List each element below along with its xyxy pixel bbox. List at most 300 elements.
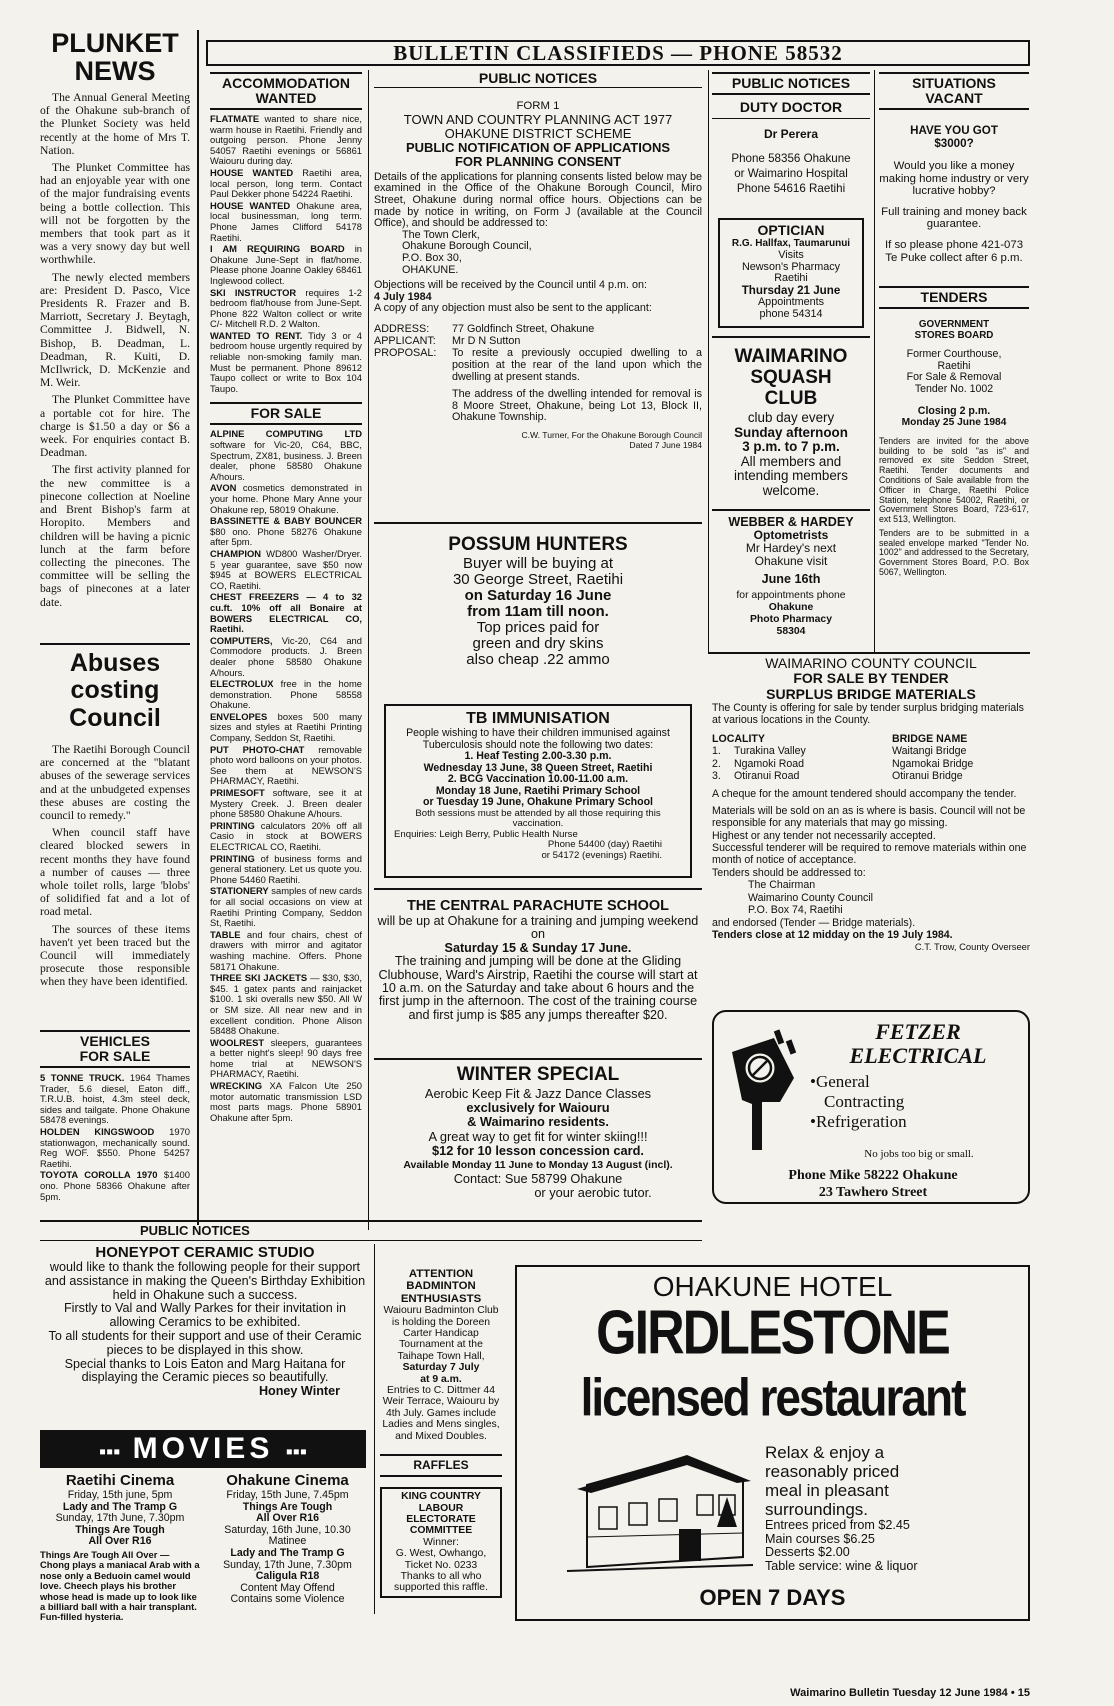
divider xyxy=(374,522,702,524)
item-text: sleepers, guarantees a better night's sleep! 90 days free home trial at NEWSON'S PHARMACY, Raetihi. xyxy=(210,1036,362,1080)
optician-phone: phone 54314 xyxy=(759,307,823,320)
address-line: P.O. Box 30, xyxy=(402,251,462,264)
movie-line: Friday, 15th june, 5pm xyxy=(67,1489,173,1501)
movie-line: Sunday, 17th June, 7.30pm xyxy=(55,1512,185,1525)
honeypot-text: Firstly to Val and Wally Parkes for their invitation in allowing Ceramics to be exhibited. xyxy=(63,1301,347,1330)
movie-line: Matinee xyxy=(268,1535,307,1548)
classified-item xyxy=(210,331,362,395)
row-locality: Otiranui Road xyxy=(734,770,800,783)
winter-special-ad xyxy=(374,1063,702,1201)
optician-line: Newson's Pharmacy xyxy=(741,260,841,273)
tb-phone: Phone 54400 (day) Raetihi xyxy=(547,839,662,850)
optician-date: Thursday 21 June xyxy=(741,284,841,298)
item-text: Tidy 3 or 4 bedroom house urgently required by reliable non-smoking family man. Must be permanent. Phone 89612 Taupo collect or write to Box 104 Taupo. xyxy=(210,329,362,394)
raffles-heading: RAFFLES xyxy=(380,1454,502,1477)
ohakune-hotel-ad xyxy=(515,1265,1030,1621)
tender-closing: Closing 2 p.m. xyxy=(917,404,991,417)
situations-heading-2: VACANT xyxy=(925,90,983,106)
squash-title: WAIMARINO xyxy=(734,346,848,367)
fetzer-title-2: ELECTRICAL xyxy=(849,1043,987,1068)
public-notices-heading: PUBLIC NOTICES xyxy=(712,72,870,95)
hotel-line: reasonably priced xyxy=(765,1462,900,1481)
bridge-row xyxy=(712,745,1030,757)
winter-line: Contact: Sue 58799 Ohakune xyxy=(453,1171,623,1187)
optician-line: Visits xyxy=(778,248,804,261)
parachute-school-ad xyxy=(374,895,702,1055)
notification-title-2: FOR PLANNING CONSENT xyxy=(454,153,622,169)
cinema-name: Ohakune Cinema xyxy=(226,1472,349,1489)
honeypot-notice xyxy=(40,1244,370,1420)
classified-item xyxy=(210,429,362,482)
proposal-row xyxy=(374,347,702,383)
classified-item xyxy=(210,114,362,167)
badminton-date: Saturday 7 July xyxy=(402,1362,480,1374)
tb-line: 1. Heaf Testing 2.00-3.30 p.m. xyxy=(464,750,612,762)
county-text: Successful tenderer will be required to remove materials within one month of notice of acceptance. xyxy=(712,842,1027,867)
act-title: TOWN AND COUNTRY PLANNING ACT 1977 xyxy=(403,111,673,127)
winter-line: exclusively for Waiouru xyxy=(466,1100,610,1116)
honeypot-title: HONEYPOT CERAMIC STUDIO xyxy=(95,1244,315,1261)
item-text: — $30, $30, $45. 1 gatex pants and rainjacket $100. 1 ski overalls new $50. All W or SM size. All near new and in excellent condition. Phone Alison 58488 Ohakune. xyxy=(210,972,363,1037)
item-lead: CHEST FREEZERS — 4 to 32 cu.ft. 10% off all Bonaire at BOWERS ELECTRICAL CO, Raetihi. xyxy=(210,591,362,635)
abuses-title-3: Council xyxy=(69,704,161,732)
winter-line: or your aerobic tutor. xyxy=(534,1185,652,1201)
plunket-title: PLUNKET xyxy=(51,28,179,58)
hospital-line: or Waimarino Hospital xyxy=(734,167,848,180)
item-text: calculators 20% off all Casio in stock at BOWERS ELECTRICAL CO, Raetihi. xyxy=(210,819,362,852)
column-rule xyxy=(874,70,875,652)
raffle-line: Ticket No. 0233 xyxy=(404,1559,478,1571)
column-rule xyxy=(197,30,199,1225)
badminton-heading: ATTENTION xyxy=(408,1268,474,1280)
accommodation-heading xyxy=(210,72,362,110)
situations-column xyxy=(879,72,1029,652)
item-lead: ENVELOPES xyxy=(210,710,268,722)
tenders-heading: TENDERS xyxy=(879,286,1029,309)
locality-header: LOCALITY xyxy=(712,732,765,745)
movies-banner xyxy=(40,1430,366,1468)
abuses-para: The sources of these items haven't yet been traced but the Council will immediately prosecute those responsible when they have been identified. xyxy=(40,922,190,989)
item-text: in Ohakune June-Sept in flat/home. Please phone Joanne Oakley 68461 Inglewood collect. xyxy=(210,243,362,286)
hotel-open: OPEN 7 DAYS xyxy=(699,1585,846,1610)
row-value: To resite a previously occupied dwelling to a position at the rear of the land upon which the dwelling at present stands. xyxy=(452,346,702,383)
classified-item xyxy=(210,516,362,548)
vehicles-heading-1: VEHICLES xyxy=(79,1033,150,1049)
clerk-address xyxy=(374,230,702,276)
badminton-heading: ENTHUSIASTS xyxy=(400,1292,482,1305)
public-notices-heading: PUBLIC NOTICES xyxy=(374,72,702,88)
plunket-para: The newly elected members are: President D. Pasco, Vice Presidents R. Frazer and B. Marriott, Secretary J. Beytagh, Committee J. Bidwell, N. Bishop, B. Deadman, L. Deadman, R. Kuiti, D. McIlwrick, D. McKenzie and M. Weir. xyxy=(40,270,190,390)
forsale-heading: FOR SALE xyxy=(210,402,362,425)
address-line: Ohakune Borough Council, xyxy=(402,240,532,253)
squash-line: intending members xyxy=(734,468,848,484)
film-strip-icon: ▪▪▪ xyxy=(285,1441,307,1463)
movies-title: MOVIES xyxy=(132,1432,274,1465)
optician-title: OPTICIAN xyxy=(757,222,825,238)
movie-line: Sunday, 17th June, 7.30pm xyxy=(223,1558,352,1571)
county-text: A cheque for the amount tendered should accompany the tender. xyxy=(712,788,1017,801)
row-locality: Turakina Valley xyxy=(734,745,806,758)
item-text: Vic-20, C64 and Commodore products. J. Breen dealer phone 58580 Ohakune A/hours. xyxy=(210,634,362,678)
divider xyxy=(40,643,190,645)
item-text: WD800 Washer/Dryer. 5 year guarantee, save $50 now $945 at BOWERS ELECTRICAL CO, Raetihi. xyxy=(210,547,362,591)
item-lead: 5 TONNE TRUCK. xyxy=(40,1072,125,1083)
bridge-table-header xyxy=(712,733,1030,745)
accommodation-heading-2: WANTED xyxy=(255,90,317,106)
objection-date: 4 July 1984 xyxy=(374,290,432,303)
possum-title: POSSUM HUNTERS xyxy=(448,534,628,555)
webber-line: Ohakune visit xyxy=(754,553,828,568)
raffle-title: KING COUNTRY xyxy=(401,1491,481,1503)
fetzer-phone: Phone Mike 58222 Ohakune xyxy=(788,1168,958,1183)
webber-line: Mr Hardey's next xyxy=(745,540,837,555)
bridge-header: BRIDGE NAME xyxy=(892,732,968,745)
squash-line: Sunday afternoon xyxy=(734,424,848,440)
row-bridge: Ngamokai Bridge xyxy=(892,757,974,770)
item-lead: PRIMESOFT xyxy=(210,787,265,799)
movie-line: Things Are Tough xyxy=(75,1523,165,1536)
item-lead: ALPINE COMPUTING LTD xyxy=(210,428,362,440)
fetzer-title: FETZER xyxy=(875,1019,961,1044)
possum-line: from 11am till noon. xyxy=(467,603,609,620)
duty-doctor-title: DUTY DOCTOR xyxy=(712,99,870,119)
tender-body: Tenders are to be submitted in a sealed envelope marked "Tender No. 1002" and addressed to the Secretary, Government Stores Board, P.O. Box 5067, Wellington. xyxy=(879,527,1029,578)
classified-item xyxy=(210,930,362,972)
plunket-para: The Plunket Committee has had an enjoyable year with one of the major fundraising events being a bottle collection. This will not be forgotten by the members that took part as it was a very snowy day but well worthwhile. xyxy=(40,161,190,267)
item-lead: COMPUTERS, xyxy=(210,634,273,646)
winter-title: WINTER SPECIAL xyxy=(456,1064,620,1085)
hotel-price: Table service: wine & liquor xyxy=(765,1558,918,1573)
squash-line: 3 p.m. to 7 p.m. xyxy=(742,439,840,455)
situations-heading xyxy=(879,72,1029,110)
doctor-phone: Phone 58356 Ohakune xyxy=(731,152,851,165)
item-lead: TABLE xyxy=(210,928,241,940)
item-text: cosmetics demonstrated in your home. Phone Mary Anne your Ohakune rep, 58019 Ohakune. xyxy=(210,482,362,515)
column-rule xyxy=(374,1244,375,1614)
item-lead: SKI INSTRUCTOR xyxy=(210,286,297,298)
classified-item xyxy=(210,1081,362,1123)
classified-item xyxy=(210,973,362,1037)
row-locality: Ngamoki Road xyxy=(734,757,805,770)
hotel-price: Desserts $2.00 xyxy=(765,1545,850,1560)
objections-text: Objections will be received by the Council until 4 p.m. on: xyxy=(374,279,648,292)
scheme-title: OHAKUNE DISTRICT SCHEME xyxy=(444,125,632,141)
webber-line: Photo Pharmacy xyxy=(750,613,832,625)
row-value: 77 Goldfinch Street, Ohakune xyxy=(452,322,595,335)
item-lead: BASSINETTE & BABY BOUNCER xyxy=(210,515,362,527)
situations-question: HAVE YOU GOT xyxy=(910,124,998,137)
classified-item xyxy=(210,1038,362,1080)
classified-item xyxy=(210,712,362,744)
classified-item xyxy=(40,1127,190,1169)
divider xyxy=(708,652,1030,654)
parachute-title: THE CENTRAL PARACHUTE SCHOOL xyxy=(406,898,670,914)
row-label: APPLICANT: xyxy=(374,334,436,347)
tb-line: 2. BCG Vaccination 10.00-11.00 a.m. xyxy=(447,773,629,785)
possum-line: Buyer will be buying at xyxy=(462,555,614,572)
movie-line: Things Are Tough xyxy=(242,1500,333,1513)
county-sign: C.T. Trow, County Overseer xyxy=(914,941,1030,953)
plunket-article xyxy=(40,91,190,609)
item-text: and four chairs, chest of drawers with mirror and agitator washing machine. Offers. Phone 58171 Ohakune. xyxy=(210,928,362,972)
row-bridge: Otiranui Bridge xyxy=(892,770,963,783)
row-number: 1. xyxy=(712,745,721,758)
optician-ad xyxy=(718,218,864,328)
tender-board: GOVERNMENT xyxy=(918,319,990,331)
honeypot-signature: Honey Winter xyxy=(258,1384,340,1399)
row-label: PROPOSAL: xyxy=(374,346,437,359)
winter-line: Aerobic Keep Fit & Jazz Dance Classes xyxy=(424,1086,652,1101)
item-text: $80 ono. Phone 58276 Ohakune after 5pm. xyxy=(210,525,362,548)
raffle-title: COMMITTEE xyxy=(409,1525,473,1537)
badminton-text: Waiouru Badminton Club is holding the Doreen Carter Handicap Tournament at the Taihape Town Hall, xyxy=(383,1305,499,1362)
item-text: removable photo word balloons on your photos. See them at NEWSON'S PHARMACY, Raetihi. xyxy=(210,743,362,787)
webber-date: June 16th xyxy=(761,571,821,586)
fetzer-service: Contracting xyxy=(824,1092,905,1111)
webber-title: WEBBER & HARDEY xyxy=(728,514,854,529)
honeypot-text: Special thanks to Lois Eaton and Marg Haitana for displaying the Ceramic pieces so beautifully. xyxy=(64,1356,346,1385)
column-rule xyxy=(368,70,369,1230)
item-lead: CHAMPION xyxy=(210,547,262,559)
badminton-heading: BADMINTON xyxy=(406,1280,476,1293)
item-text: requires 1-2 bedroom flat/house from June-Sept. Phone 822 Walton collect or write C/- Mitchell R.D. 2 Walton. xyxy=(210,286,362,330)
abuses-para: The Raetihi Borough Council are concerned at the "blatant abuses of the sewerage services and at the unbudgeted expenses these abuses are costing the council to remedy." xyxy=(40,743,190,823)
movie-line: Saturday, 16th June, 10.30 xyxy=(224,1523,351,1536)
item-text: Ohakune area, local businessman, long term. Phone James Clifford 54178 Raetihi. xyxy=(210,199,362,243)
hotel-line: Relax & enjoy a xyxy=(765,1443,885,1462)
row-bridge: Waitangi Bridge xyxy=(892,745,967,758)
row-value: Mr D N Sutton xyxy=(452,334,521,347)
tender-line: Tender No. 1002 xyxy=(914,382,994,395)
divider xyxy=(40,1240,702,1241)
plunket-para: The first activity planned for the new committee is a pinecone collection at Noeline and Brent Bishop's farm at Horopito. Members and children will be having a picnic lunch at the farm before collecting the pinecones. The committee will be selling the bags of pinecones at a later date. xyxy=(40,463,190,609)
county-text: and endorsed (Tender — Bridge materials). xyxy=(712,916,916,929)
fetzer-electrical-ad xyxy=(712,1010,1030,1204)
county-address: The Chairman xyxy=(748,879,816,892)
county-title-3: SURPLUS BRIDGE MATERIALS xyxy=(766,686,976,702)
raffle-line: Thanks to all who supported this raffle. xyxy=(394,1570,488,1594)
classified-item xyxy=(210,821,362,853)
bridge-row xyxy=(712,758,1030,770)
winter-line: & Waimarino residents. xyxy=(467,1114,609,1130)
webber-line: 58304 xyxy=(776,625,806,637)
webber-subtitle: Optometrists xyxy=(753,527,829,542)
county-address: Waimarino County Council xyxy=(748,891,874,904)
vehicles-heading-2: FOR SALE xyxy=(79,1048,151,1064)
webber-hardey-ad xyxy=(712,509,870,638)
hotel-licensed: licensed restaurant xyxy=(580,1367,965,1427)
tender-board: STORES BOARD xyxy=(914,330,994,342)
plunket-para: The Plunket Committee have a portable cot for hire. The charge is $1.50 a day or $6 a week. For enquiries contact B. Deadman. xyxy=(40,393,190,460)
raetihi-cinema xyxy=(40,1472,200,1672)
possum-line: 30 George Street, Raetihi xyxy=(452,571,624,588)
squash-line: welcome. xyxy=(762,482,820,498)
county-text: Tenders should be addressed to: xyxy=(712,866,866,879)
tb-line: or Tuesday 19 June, Ohakune Primary School xyxy=(423,796,653,808)
classified-item xyxy=(210,788,362,820)
item-lead: PUT PHOTO-CHAT xyxy=(210,743,305,755)
movie-line: Contains some Violence xyxy=(230,1593,345,1606)
plunket-para: The Annual General Meeting of the Ohakune sub-branch of the Plunket Society was held recently at the home of Mrs T. Nation. xyxy=(40,91,190,157)
row-number: 3. xyxy=(712,770,721,783)
dated-text: Dated 7 June 1984 xyxy=(629,439,702,450)
item-lead: HOLDEN KINGSWOOD xyxy=(40,1125,155,1137)
abuses-para: When council staff have cleared blocked sewers in recent months they have found a number of causes — three whole toilet rolls, large 'blobs' of solidified fat and a lot of road metal. xyxy=(40,826,190,919)
signature: C.W. Turner, For the Ohakune Borough Council xyxy=(521,429,702,440)
winter-line: A great way to get fit for winter skiing!!! xyxy=(428,1128,648,1144)
squash-club-ad xyxy=(712,336,870,499)
fetzer-slogan: No jobs too big or small. xyxy=(864,1148,974,1160)
raffle-box xyxy=(380,1487,502,1598)
squash-line: All members and xyxy=(740,453,842,469)
raffle-line: Winner: xyxy=(423,1536,459,1548)
winter-line: $12 for 10 lesson concession card. xyxy=(432,1142,644,1158)
tb-phone: or 54172 (evenings) Raetihi. xyxy=(541,849,662,861)
tender-closing: Monday 25 June 1984 xyxy=(901,417,1007,429)
possum-line: also cheap .22 ammo xyxy=(466,651,610,668)
planning-notice xyxy=(374,72,702,527)
classifieds-column xyxy=(210,72,362,1222)
tender-line: For Sale & Removal xyxy=(906,371,1002,384)
situations-text: Full training and money back guarantee. xyxy=(881,205,1027,231)
squash-line: club day every xyxy=(747,410,835,425)
form-label: FORM 1 xyxy=(516,100,560,113)
item-text: software, see it at Mystery Creek. J. Breen dealer phone 58580 Ohakune A/hours. xyxy=(210,787,362,820)
applicant-row xyxy=(374,335,702,347)
item-text: 1970 stationwagon, mechanically sound. Reg WOF. $550. Phone 54257 Raetihi. xyxy=(40,1125,190,1169)
classified-item xyxy=(40,1073,190,1126)
parachute-line: Saturday 15 & Sunday 17 June. xyxy=(444,940,632,955)
classified-item xyxy=(210,886,362,928)
optician-name: R.G. Hallfax, Taumarunui xyxy=(731,238,851,249)
tender-body: Tenders are invited for the above building to be sold "as is" and removed ex site Seddon Street, Raetihi. Tender documents and Conditions of Sale available from the Officer in Charge, Raetihi Police Station, telephone 54002, Raetihi, or Government Stores Board, 723-617, ext 513, Wellington. xyxy=(879,435,1029,525)
classified-item xyxy=(210,201,362,243)
item-lead: PRINTING xyxy=(210,819,255,831)
item-lead: HOUSE WANTED xyxy=(210,199,291,211)
column-rule xyxy=(708,70,709,652)
item-text: $1400 ono. Phone 58366 Ohakune after 5pm. xyxy=(40,1169,190,1202)
possum-line: on Saturday 16 June xyxy=(464,587,612,604)
possum-line: green and dry skins xyxy=(472,635,604,652)
county-title-2: FOR SALE BY TENDER xyxy=(793,670,949,686)
divider xyxy=(374,888,702,890)
classifieds-masthead: BULLETIN CLASSIFIEDS — PHONE 58532 xyxy=(206,40,1030,66)
item-lead: THREE SKI JACKETS xyxy=(210,972,308,984)
situations-text: If so please phone 421-073 Te Puke collect after 6 p.m. xyxy=(884,238,1024,264)
tb-line: Monday 18 June, Raetihi Primary School xyxy=(435,784,641,797)
address-line: The Town Clerk, xyxy=(402,228,480,241)
item-text: free in the home demonstration. Phone 58558 Ohakune. xyxy=(210,678,362,711)
item-text: wanted to share nice, warm house in Raetihi. Friendly and outgoing person. Phone Jenny 54057 Raetihi evenings or 56861 Waiouru during day. xyxy=(210,113,362,167)
abuses-title: Abuses xyxy=(69,649,161,677)
classified-item xyxy=(210,679,362,711)
movie-line: All Over R16 xyxy=(88,1535,152,1548)
cinema-name: Raetihi Cinema xyxy=(65,1472,175,1489)
parachute-line: The training and jumping will be done at the Gliding Clubhouse, Ward's Airstrip, Raetihi the course will start at 10 a.m. on the Saturday and take about 6 hours and the first jump in the afternoon. The cost of the training course and first jump is $85 any jumps thereafter $20. xyxy=(378,954,698,1022)
doctor-name: Dr Perera xyxy=(763,127,819,141)
accommodation-heading-1: ACCOMMODATION xyxy=(221,75,351,91)
item-lead: I AM REQUIRING BOARD xyxy=(210,243,345,255)
row-number: 2. xyxy=(712,757,721,770)
winter-line: Available Monday 11 June to Monday 13 August (incl). xyxy=(403,1159,673,1172)
optician-line: Raetihi xyxy=(774,272,808,285)
tb-attend: Both sessions must be attended by all those requiring this vaccination. xyxy=(415,807,661,829)
county-intro: The County is offering for sale by tender surplus bridging materials at various locations in the County. xyxy=(712,702,1024,727)
dwelling-text: The address of the dwelling intended for removal is 8 Moore Street, Ohakune, being Lot 13, Block II, Ohakune Township. xyxy=(452,387,702,424)
item-text: of business forms and general stationery. Let us quote you. Phone 54460 Raetihi. xyxy=(210,852,362,885)
raffle-title: LABOUR xyxy=(418,1502,464,1514)
tb-title: TB IMMUNISATION xyxy=(466,710,610,727)
movie-line: Lady and The Tramp G xyxy=(62,1500,178,1513)
film-strip-icon: ▪▪▪ xyxy=(99,1441,121,1463)
item-lead: WANTED TO RENT. xyxy=(210,329,303,341)
classified-item xyxy=(210,549,362,591)
classified-item xyxy=(210,745,362,787)
notification-title: PUBLIC NOTIFICATION OF APPLICATIONS xyxy=(405,139,671,155)
tb-enquiries: Enquiries: Leigh Berry, Public Health Nurse xyxy=(394,828,578,840)
item-lead: PRINTING xyxy=(210,852,255,864)
item-lead: WRECKING xyxy=(210,1080,263,1092)
tb-line: Wednesday 13 June, 38 Queen Street, Raetihi xyxy=(423,761,653,774)
badminton-text: Entries to C. Dittmer 44 Weir Terrace, Waiouru by 4th July. Games include Ladies and Mens singles, and Mixed Doubles. xyxy=(382,1385,500,1442)
fetzer-services xyxy=(810,1020,1026,1140)
classified-item xyxy=(210,168,362,200)
tender-line: Former Courthouse, xyxy=(906,348,1002,361)
item-text: samples of new cards for all social occasions on view at Raetihi Printing Company, Seddon St, Raetihi. xyxy=(210,885,362,929)
tb-immunisation-ad xyxy=(384,704,692,878)
situations-heading-1: SITUATIONS xyxy=(912,75,996,91)
item-lead: TOYOTA COROLLA 1970 xyxy=(40,1169,158,1181)
movie-line: All Over R16 xyxy=(255,1512,319,1525)
tender-line: Raetihi xyxy=(937,359,971,372)
raffle-line: G. West, Owhango, xyxy=(395,1548,487,1560)
abuses-article xyxy=(40,650,190,1020)
county-title: WAIMARINO COUNTY COUNCIL xyxy=(765,655,977,671)
situations-amount: $3000? xyxy=(934,137,974,150)
badminton-date: at 9 a.m. xyxy=(420,1373,462,1385)
classified-item xyxy=(210,854,362,886)
honeypot-text: To all students for their support and use of their Ceramic pieces to be displayed in this show. xyxy=(48,1328,362,1357)
divider xyxy=(374,1058,702,1060)
movie-description: Things Are Tough All Over — Chong plays a maniacal Arab with a nose only a Beduoin camel would love. Cheech plays his brother whose head is made up to look like a billiard ball with a hair transplant. Fun-filled hysteria. xyxy=(40,1548,200,1623)
movie-line: Lady and The Tramp G xyxy=(230,1546,345,1559)
item-text: 1964 Thames Trader, 5.6 diesel, Eaton diff., T.R.U.B. hoist, 4.3m steel deck, sides and tailgate. Phone Ohakune 58478 evenings. xyxy=(40,1072,190,1126)
bridge-row xyxy=(712,770,1030,782)
hotel-restaurant-name: GIRDLESTONE xyxy=(596,1298,949,1368)
item-lead: HOUSE WANTED xyxy=(210,166,294,178)
address-row xyxy=(374,323,702,335)
item-text: Raetihi area, local person, long term. Contact Paul Dekker phone 54224 Raetihi. xyxy=(210,166,362,200)
tb-intro: People wishing to have their children immunised against Tuberculosis should note the following two dates: xyxy=(406,727,670,751)
classified-item xyxy=(210,592,362,634)
raffle-title: ELECTORATE xyxy=(406,1513,476,1525)
vehicles-section xyxy=(40,1030,190,1202)
vehicles-heading xyxy=(40,1030,190,1068)
possum-hunters-ad xyxy=(374,530,702,685)
hotel-line: meal in pleasant xyxy=(765,1481,889,1500)
classified-item xyxy=(210,288,362,330)
public-notices-heading: PUBLIC NOTICES xyxy=(140,1223,250,1238)
county-address: P.O. Box 74, Raetihi xyxy=(748,904,843,917)
item-lead: STATIONERY xyxy=(210,885,269,897)
webber-line: Ohakune xyxy=(768,601,814,613)
hotel-price: Entrees priced from $2.45 xyxy=(765,1518,910,1532)
movie-line: Caligula R18 xyxy=(255,1570,320,1583)
row-label: ADDRESS: xyxy=(374,322,430,335)
ohakune-cinema xyxy=(205,1472,370,1672)
abuses-title-2: costing xyxy=(70,676,160,704)
parachute-line: will be up at Ohakune for a training and jumping weekend on xyxy=(377,914,699,942)
